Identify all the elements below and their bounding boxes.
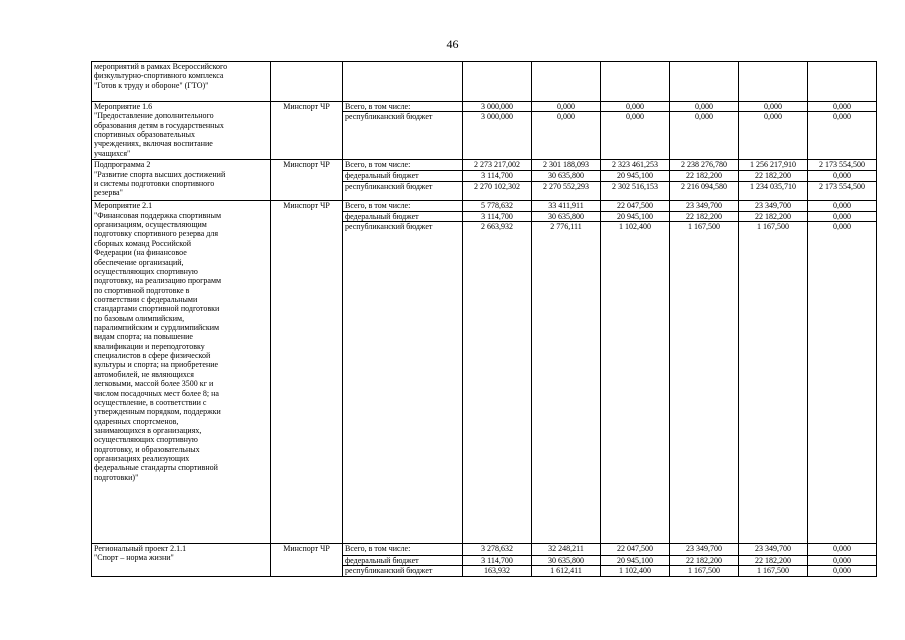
amount-cell: 0,000 [739, 112, 808, 160]
amount-cell: 3 114,700 [463, 556, 532, 566]
amount-cell: 1 256 217,910 [739, 160, 808, 171]
amount-cell: 32 248,211 [532, 544, 601, 556]
table-row [92, 160, 877, 171]
amount-cell: 2 302 516,153 [601, 182, 670, 201]
amount-cell: 22 182,200 [739, 556, 808, 566]
amount-cell: 23 349,700 [739, 544, 808, 556]
funding-source-cell: Всего, в том числе: [343, 544, 463, 556]
amount-cell: 1 102,400 [601, 222, 670, 544]
amount-cell: 0,000 [808, 222, 877, 544]
amount-cell: 2 216 094,580 [670, 182, 739, 201]
amount-cell [739, 62, 808, 102]
amount-cell: 2 663,932 [463, 222, 532, 544]
amount-cell: 0,000 [808, 171, 877, 182]
amount-cell: 0,000 [670, 112, 739, 160]
amount-cell: 23 349,700 [739, 201, 808, 211]
table-row [92, 544, 877, 556]
amount-cell: 0,000 [601, 112, 670, 160]
executor-cell [271, 62, 343, 102]
amount-cell [808, 62, 877, 102]
funding-source-cell: республиканский бюджет [343, 112, 463, 160]
amount-cell: 1 167,500 [739, 222, 808, 544]
amount-cell: 2 776,111 [532, 222, 601, 544]
block-subprogram-2-name: Подпрограмма 2 "Развитие спорта высших достижений и системы подготовки спортивного резерва" [92, 160, 271, 201]
executor-cell: Минспорт ЧР [271, 201, 343, 544]
funding-source-cell: федеральный бюджет [343, 211, 463, 221]
amount-cell [463, 62, 532, 102]
amount-cell: 22 182,200 [739, 211, 808, 221]
amount-cell: 22 047,500 [601, 201, 670, 211]
amount-cell: 1 234 035,710 [739, 182, 808, 201]
amount-cell: 23 349,700 [670, 201, 739, 211]
amount-cell: 0,000 [808, 102, 877, 112]
amount-cell [670, 62, 739, 102]
table-row [92, 102, 877, 112]
amount-cell: 22 182,200 [670, 211, 739, 221]
funding-source-cell [343, 62, 463, 102]
page-number: 46 [446, 37, 459, 51]
funding-source-cell: республиканский бюджет [343, 182, 463, 201]
amount-cell: 2 173 554,500 [808, 160, 877, 171]
amount-cell: 0,000 [532, 102, 601, 112]
amount-cell: 1 167,500 [670, 222, 739, 544]
executor-cell: Минспорт ЧР [271, 160, 343, 201]
amount-cell: 5 778,632 [463, 201, 532, 211]
funding-source-cell: республиканский бюджет [343, 222, 463, 544]
table-row [92, 201, 877, 211]
amount-cell: 163,932 [463, 566, 532, 576]
amount-cell: 22 182,200 [670, 556, 739, 566]
amount-cell: 30 635,800 [532, 556, 601, 566]
amount-cell: 0,000 [808, 566, 877, 576]
amount-cell: 0,000 [808, 556, 877, 566]
amount-cell: 22 182,200 [670, 171, 739, 182]
amount-cell: 0,000 [670, 102, 739, 112]
amount-cell: 2 323 461,253 [601, 160, 670, 171]
amount-cell: 20 945,100 [601, 211, 670, 221]
amount-cell: 0,000 [808, 201, 877, 211]
funding-source-cell: Всего, в том числе: [343, 201, 463, 211]
funding-source-cell: федеральный бюджет [343, 171, 463, 182]
amount-cell: 20 945,100 [601, 556, 670, 566]
amount-cell: 1 167,500 [739, 566, 808, 576]
amount-cell: 22 047,500 [601, 544, 670, 556]
amount-cell: 0,000 [808, 544, 877, 556]
amount-cell: 30 635,800 [532, 211, 601, 221]
block-event-2-1-name: Мероприятие 2.1 "Финансовая поддержка спортивным организациям, осуществляющим подготовку спортивного резерва для сборных команд Российской Федерации (на финансовое обеспечение организаций, осуществляющих спортивную подготовку, на реализацию программ по спортивной подготовке в соответствии с федеральными стандартами спортивной подготовки по базовым олимпийским, паралимпийским и сурдлимпийским видам спорта; на повышение квалификации и переподготовку специалистов в сфере физической культуры и спорта; на приобретение автомобилей, не являющихся легковыми, массой более 3500 кг и числом посадочных мест более 8; на осуществление, в соответствии с утвержденным порядком, поддержки одаренных спортсменов, занимающихся в организациях, осуществляющих спортивную подготовку, и образовательных организациях реализующих федеральные стандарты спортивной подготовки)" [92, 201, 271, 544]
amount-cell: 3 114,700 [463, 211, 532, 221]
amount-cell: 22 182,200 [739, 171, 808, 182]
amount-cell: 0,000 [739, 102, 808, 112]
amount-cell: 1 102,400 [601, 566, 670, 576]
executor-cell: Минспорт ЧР [271, 544, 343, 577]
budget-table [91, 61, 877, 577]
amount-cell: 2 270 552,293 [532, 182, 601, 201]
amount-cell: 20 945,100 [601, 171, 670, 182]
budget-table-body [92, 62, 877, 577]
amount-cell: 2 301 188,093 [532, 160, 601, 171]
amount-cell: 3 114,700 [463, 171, 532, 182]
amount-cell: 0,000 [601, 102, 670, 112]
block-gto-continuation-name: мероприятий в рамках Всероссийского физкультурно-спортивного комплекса "Готов к труду и обороне" (ГТО)" [92, 62, 271, 102]
amount-cell: 0,000 [532, 112, 601, 160]
amount-cell: 3 278,632 [463, 544, 532, 556]
amount-cell: 1 612,411 [532, 566, 601, 576]
amount-cell: 33 411,911 [532, 201, 601, 211]
amount-cell: 30 635,800 [532, 171, 601, 182]
funding-source-cell: республиканский бюджет [343, 566, 463, 576]
block-event-1-6-name: Мероприятие 1.6 "Предоставление дополнительного образования детям в государственных спортивных образовательных учреждениях, включая воспитание учащихся" [92, 102, 271, 160]
amount-cell: 3 000,000 [463, 102, 532, 112]
amount-cell: 0,000 [808, 211, 877, 221]
amount-cell: 2 273 217,002 [463, 160, 532, 171]
amount-cell: 1 167,500 [670, 566, 739, 576]
funding-source-cell: Всего, в том числе: [343, 102, 463, 112]
amount-cell: 3 000,000 [463, 112, 532, 160]
amount-cell: 0,000 [808, 112, 877, 160]
amount-cell: 2 238 276,780 [670, 160, 739, 171]
amount-cell: 23 349,700 [670, 544, 739, 556]
amount-cell: 2 173 554,500 [808, 182, 877, 201]
amount-cell [601, 62, 670, 102]
executor-cell: Минспорт ЧР [271, 102, 343, 160]
funding-source-cell: Всего, в том числе: [343, 160, 463, 171]
block-regional-project-2-1-1-name: Региональный проект 2.1.1 "Спорт – норма жизни" [92, 544, 271, 577]
amount-cell: 2 270 102,302 [463, 182, 532, 201]
amount-cell [532, 62, 601, 102]
table-row [92, 62, 877, 102]
funding-source-cell: федеральный бюджет [343, 556, 463, 566]
